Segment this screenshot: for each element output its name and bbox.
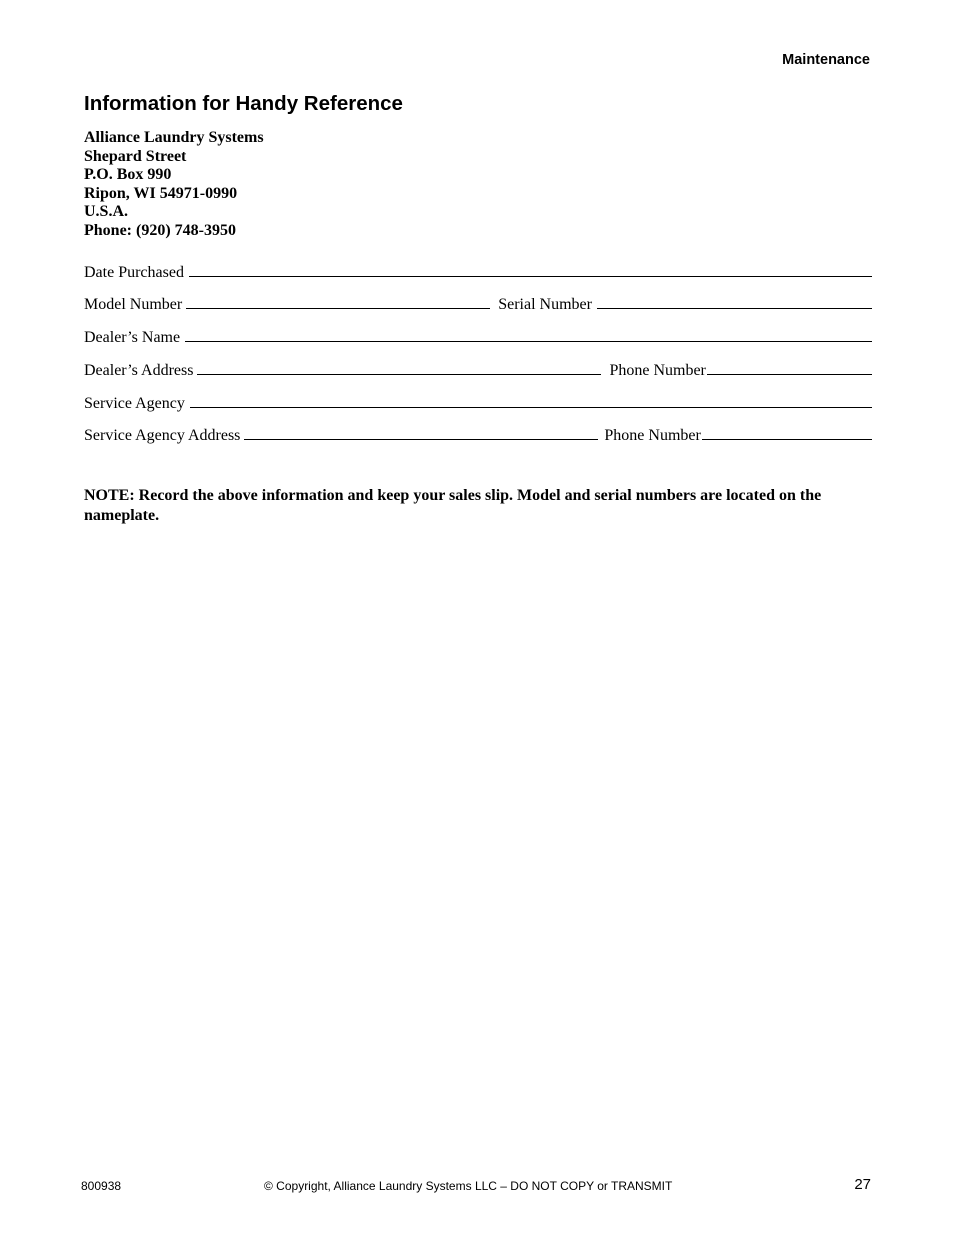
form-row-service-agency: [84, 391, 872, 413]
form-row-date-purchased: [84, 260, 872, 282]
form-row-service-agency-address: [84, 423, 872, 445]
footer: [81, 1176, 871, 1196]
model-number-label: Model Number: [84, 296, 183, 313]
city-state-zip: Ripon, WI 54971-0990: [84, 184, 238, 202]
serial-number-field[interactable]: [597, 308, 872, 309]
country: U.S.A.: [84, 203, 129, 221]
serial-number-label: Serial Number: [498, 296, 592, 313]
form-row-dealers-name: [84, 325, 872, 347]
section-header: Maintenance: [782, 52, 870, 68]
company-name: Alliance Laundry Systems: [84, 129, 264, 146]
po-box: P.O. Box 990: [84, 166, 172, 184]
document-number: 800938: [81, 1179, 122, 1193]
service-agency-address-field[interactable]: [244, 439, 598, 440]
phone-number-label-2: Phone Number: [604, 427, 701, 444]
note-text: NOTE: Record the above information and keep your sales slip. Model and serial numbers are located on the nameplate.: [84, 487, 822, 524]
phone-number-field-2[interactable]: [702, 439, 872, 440]
service-agency-field[interactable]: [190, 407, 872, 408]
dealers-address-field[interactable]: [197, 374, 601, 375]
phone-number-label: Phone Number: [609, 362, 706, 379]
copyright-notice: © Copyright, Alliance Laundry Systems LLC – DO NOT COPY or TRANSMIT: [264, 1179, 673, 1193]
street: Shepard Street: [84, 147, 187, 165]
page-number: 27: [854, 1176, 871, 1193]
phone-number-field[interactable]: [707, 374, 872, 375]
service-agency-address-label: Service Agency Address: [84, 427, 241, 444]
dealers-name-label: Dealer’s Name: [84, 329, 181, 346]
date-purchased-field[interactable]: [189, 276, 872, 277]
service-agency-label: Service Agency: [84, 395, 185, 412]
page-title: Information for Handy Reference: [84, 92, 403, 115]
dealers-address-label: Dealer’s Address: [84, 362, 194, 379]
model-number-field[interactable]: [186, 308, 490, 309]
form-row-model-serial: [84, 292, 872, 314]
dealers-name-field[interactable]: [185, 341, 872, 342]
address-block: [84, 129, 264, 241]
form-row-dealers-address: [84, 358, 872, 380]
phone: Phone: (920) 748-3950: [84, 221, 236, 239]
date-purchased-label: Date Purchased: [84, 264, 184, 281]
